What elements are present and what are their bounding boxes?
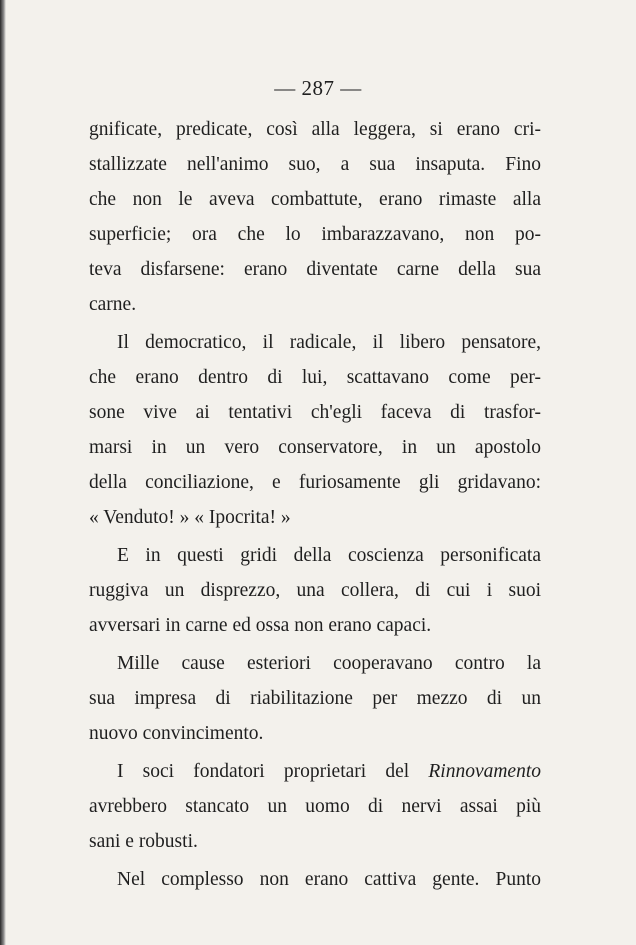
text-line: sua impresa di riabilitazione per mezzo di un <box>89 688 541 709</box>
paragraph-first-line: Nel complesso non erano cattiva gente. Punto <box>117 869 541 890</box>
text-line: sani e robusti. <box>89 831 198 852</box>
text-line: nuovo convincimento. <box>89 723 264 744</box>
text-line: avversari in carne ed ossa non erano capaci. <box>89 615 432 636</box>
page-binding-edge <box>0 0 6 945</box>
text-line: carne. <box>89 294 137 315</box>
page-number: — 287 — <box>274 76 362 100</box>
text-line: « Venduto! » « Ipocrita! » <box>89 507 291 528</box>
text-line: della conciliazione, e furiosamente gli gridavano: <box>89 472 541 493</box>
text-fragment: I soci fondatori proprietari del <box>117 761 410 782</box>
paragraph-first-line: Mille cause esteriori cooperavano contro la <box>117 653 541 674</box>
text-line: gnificate, predicate, così alla leggera, si erano cri- <box>89 119 541 140</box>
text-line: superficie; ora che lo imbarazzavano, non po- <box>89 224 541 245</box>
text-line: che non le aveva combattute, erano rimaste alla <box>89 189 541 210</box>
text-line: ruggiva un disprezzo, una collera, di cui i suoi <box>89 580 541 601</box>
text-line: sone vive ai tentativi ch'egli faceva di trasfor- <box>89 402 541 423</box>
paragraph-first-line <box>89 754 541 789</box>
text-line: teva disfarsene: erano diventate carne della sua <box>89 259 541 280</box>
text-line: marsi in un vero conservatore, in un apostolo <box>89 437 541 458</box>
body-text <box>89 112 541 897</box>
paragraph-first-line: Il democratico, il radicale, il libero pensatore, <box>117 332 541 353</box>
text-line: avrebbero stancato un uomo di nervi assai più <box>89 796 541 817</box>
text-line: stallizzate nell'animo suo, a sua insaputa. Fino <box>89 154 541 175</box>
paragraph-first-line: E in questi gridi della coscienza personificata <box>117 545 541 566</box>
journal-title-italic: Rinnovamento <box>428 761 541 782</box>
text-line: che erano dentro di lui, scattavano come per- <box>89 367 541 388</box>
